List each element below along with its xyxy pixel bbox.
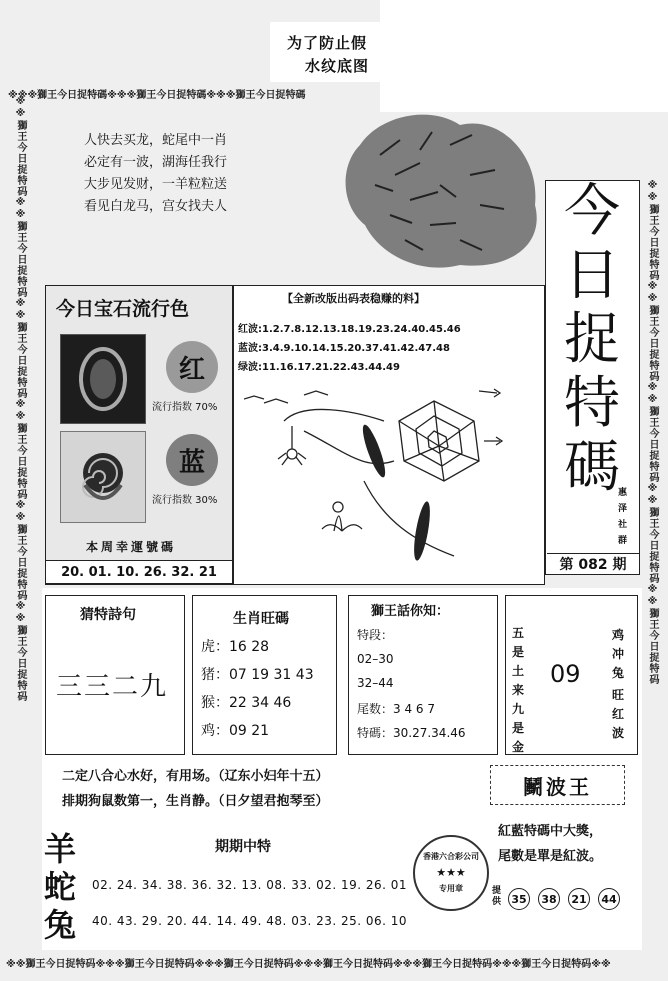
waves-title: 【全新改版出码表稳赚的料】	[282, 292, 425, 305]
masthead-char: 碼	[564, 435, 620, 500]
lucky-numbers: 20. 01. 10. 26. 32. 21	[45, 560, 233, 584]
zodiac-row: 鸡：09 21	[201, 723, 270, 739]
lion-talk-row: 特段：	[357, 628, 394, 642]
gem-image-swirl	[60, 431, 146, 523]
top-border-text: ※※※獅王今日捉特碼※※※獅王今日捉特碼※※※獅王今日捉特碼	[8, 90, 306, 101]
gem-color-blue-circle	[166, 434, 218, 486]
spider-web-illustration	[244, 381, 534, 561]
right-right-col-2: 旺红波	[612, 688, 625, 740]
period-big-char: 兔	[44, 906, 77, 944]
number-ball: 38	[538, 888, 560, 910]
gem-title: 今日宝石流行色	[56, 298, 190, 320]
lion-talk-row: 尾数：3 4 6 7	[357, 702, 435, 716]
issue-number: 第 082 期	[547, 553, 639, 575]
period-big-chars	[44, 830, 84, 944]
poem-line: 人快去买龙，蛇尾中一肖	[84, 133, 228, 148]
bottom-border-text: ※※獅王今日捉特码※※※獅王今日捉特码※※※獅王今日捉特码※※※獅王今日捉特码※※※獅王今日捉特码※※※獅王今日捉特码※※	[6, 959, 611, 970]
stamp-stars: ★★★	[436, 866, 466, 879]
hint-line-2: 排期狗鼠数第一，生肖静。（日夕望君抱琴至）	[62, 794, 329, 809]
masthead-small-chars	[618, 485, 632, 549]
number-ball: 21	[568, 888, 590, 910]
wave-king-title: 鬭波王	[523, 774, 592, 799]
period-title: 期期中特	[215, 839, 271, 855]
right-left-col-1: 五是土	[512, 626, 525, 678]
gem-color-red: 红	[178, 354, 205, 385]
poem-line: 必定有一波，湖海任我行	[84, 155, 228, 170]
gem-index-1: 流行指数 70%	[152, 402, 218, 413]
right-right-col-1: 鸡冲兔	[612, 628, 625, 680]
company-stamp	[413, 835, 489, 911]
gem-section	[45, 285, 233, 585]
zodiac-row: 猪：07 19 31 43	[201, 667, 314, 683]
gem-index-2: 流行指数 30%	[152, 495, 218, 506]
stamp-top-text: 香港六合彩公司	[423, 852, 479, 861]
zodiac-row: 虎：16 28	[201, 639, 270, 655]
wave-king-banner	[490, 765, 625, 805]
masthead-char: 日	[564, 243, 620, 308]
gem-color-blue: 蓝	[178, 447, 205, 478]
right-left-col-2: 来九是金	[512, 683, 525, 754]
anti-fake-line-1: 为了防止假	[287, 34, 368, 52]
gem-color-red-circle	[166, 341, 218, 393]
small-char: 泽	[618, 504, 628, 514]
hint-line-1: 二定八合心水好，有用场。（辽东小妇年十五）	[62, 769, 329, 784]
period-big-char: 羊	[44, 830, 77, 868]
lucky-title: 本周幸運號碼	[86, 540, 177, 554]
balls-label: 提供	[492, 886, 502, 907]
lion-talk-row: 02–30	[357, 652, 394, 666]
lion-talk-box	[348, 595, 498, 755]
guess-poem-box	[45, 595, 185, 755]
small-char: 惠	[618, 488, 628, 498]
lion-talk-row: 特碼：30.27.34.46	[357, 726, 466, 740]
masthead-char: 今	[564, 179, 620, 244]
guess-poem-title: 猜特詩句	[80, 607, 136, 623]
wave-king-line-1: 紅藍特碼中大獎，	[498, 824, 603, 839]
small-char: 群	[618, 536, 628, 546]
intro-poem	[84, 130, 227, 218]
masthead-char: 特	[564, 371, 620, 436]
right-number: 09	[550, 660, 581, 688]
poem-line: 看见白龙马，宫女找夫人	[84, 199, 228, 214]
masthead-char: 捉	[564, 307, 620, 372]
lion-mane-illustration	[320, 105, 550, 275]
poem-line: 大步见发财，一羊粒粒送	[84, 177, 228, 192]
wave-red: 红波:1.2.7.8.12.13.18.19.23.24.40.45.46	[238, 324, 461, 335]
period-row-1: 02. 24. 34. 38. 36. 32. 13. 08. 33. 02. 19. 26. 01	[92, 878, 408, 892]
left-border-text: ※※獅王今日捉特码※※獅王今日捉特码※※獅王今日捉特码※※獅王今日捉特码※※獅王今日捉特码※※獅王今日捉特码	[15, 96, 26, 702]
small-char: 社	[618, 520, 628, 530]
zodiac-box	[192, 595, 337, 755]
zodiac-row: 猴：22 34 46	[201, 695, 292, 711]
lion-talk-row: 32–44	[357, 676, 394, 690]
header-right-block	[380, 0, 668, 112]
guess-poem-text: 三三二九	[56, 672, 169, 702]
stamp-bottom-text: 专用章	[439, 884, 463, 893]
period-big-char: 蛇	[44, 868, 77, 906]
masthead-title	[552, 180, 632, 500]
gem-image-ring	[60, 334, 146, 424]
lion-talk-title: 獅王話你知：	[371, 604, 450, 619]
anti-fake-line-2: 水纹底图	[305, 57, 370, 75]
period-row-2: 40. 43. 29. 20. 44. 14. 49. 48. 03. 23. 25. 06. 10	[92, 914, 408, 928]
number-ball: 35	[508, 888, 530, 910]
waves-section	[233, 285, 545, 585]
number-ball: 44	[598, 888, 620, 910]
wave-green: 绿波:11.16.17.21.22.43.44.49	[238, 362, 400, 373]
right-border-text: ※※獅王今日捉特码※※獅王今日捉特码※※獅王今日捉特码※※獅王今日捉特码※※獅王今日捉特码	[647, 180, 658, 685]
wave-blue: 蓝波:3.4.9.10.14.15.20.37.41.42.47.48	[238, 343, 450, 354]
balls-row	[508, 888, 620, 910]
zodiac-title: 生肖旺碼	[233, 611, 289, 627]
wave-king-line-2: 尾數是單是紅波。	[498, 849, 603, 864]
right-info-box	[505, 595, 638, 755]
